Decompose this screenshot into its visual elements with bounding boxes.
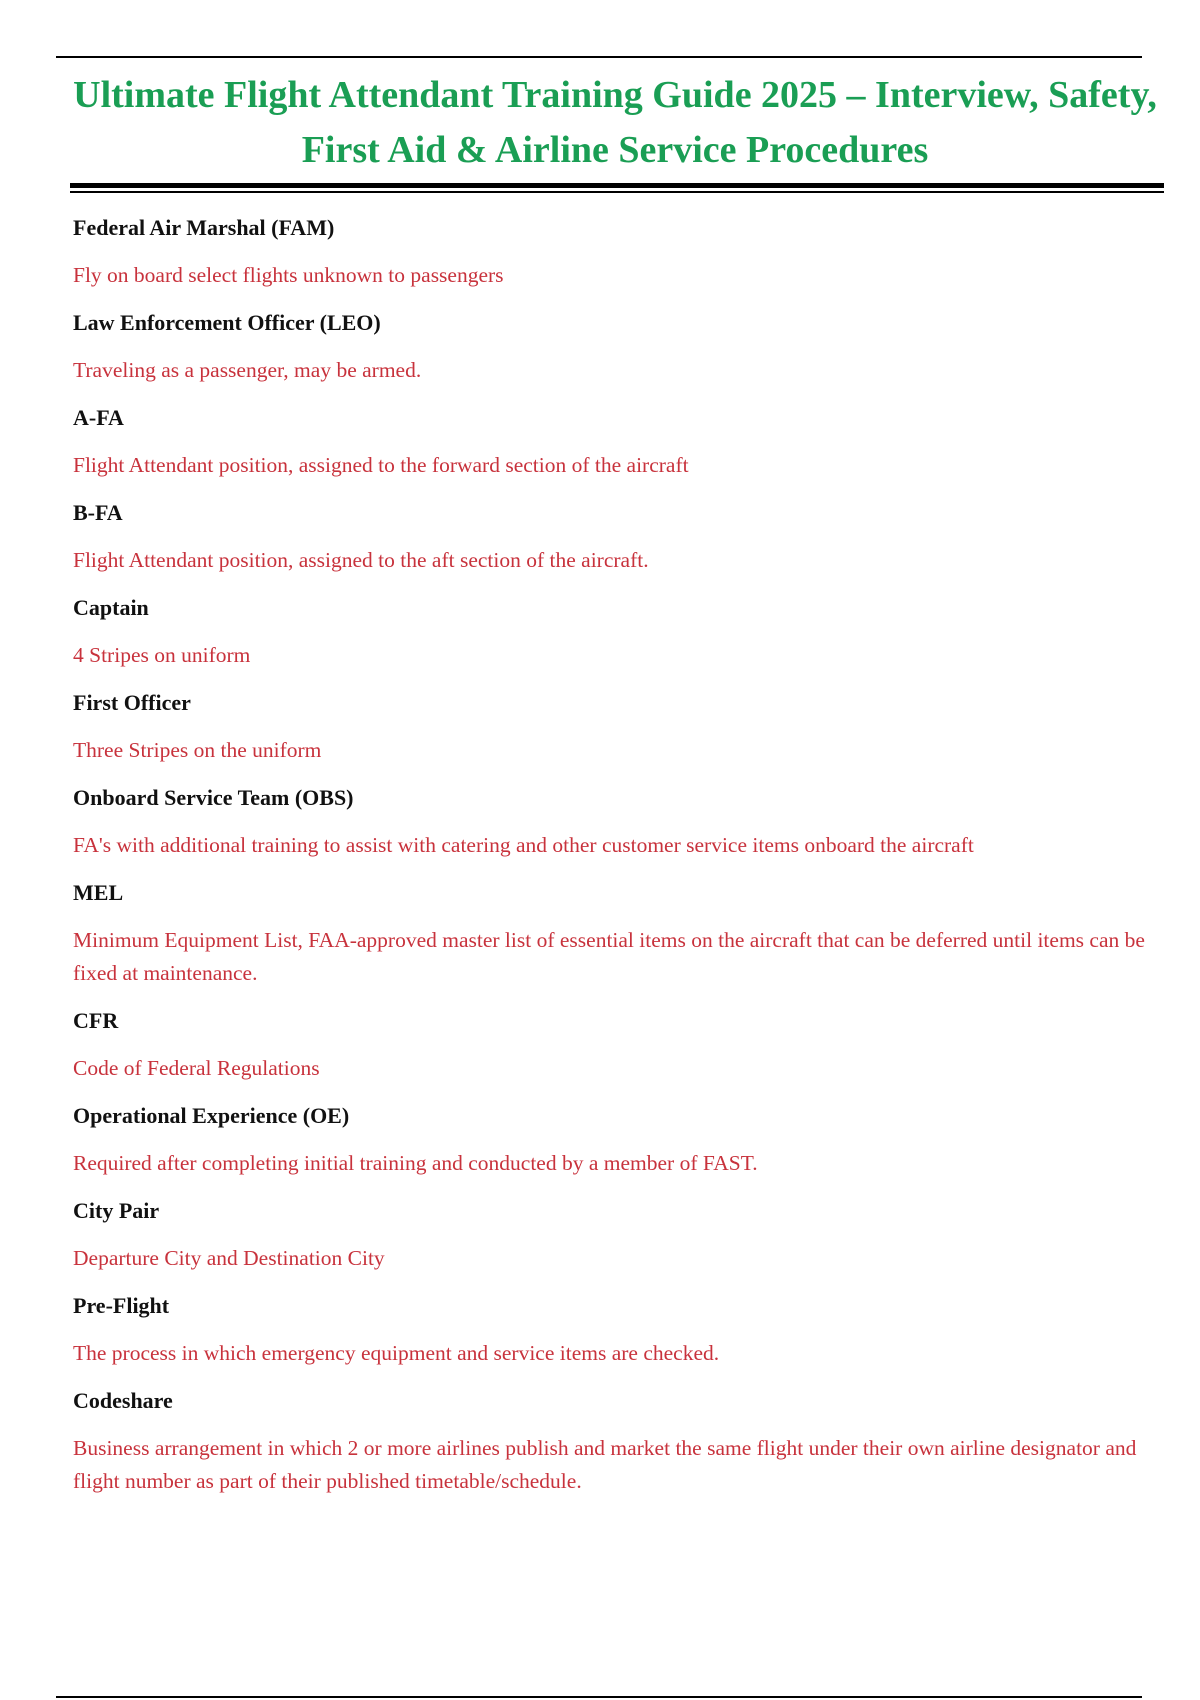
glossary-entry <box>73 493 1158 577</box>
glossary-entry <box>73 683 1158 767</box>
glossary-term: Pre-Flight <box>73 1293 170 1318</box>
glossary-term: B-FA <box>73 500 123 525</box>
glossary-definition: Three Stripes on the uniform <box>73 738 322 762</box>
glossary-term: First Officer <box>73 690 191 715</box>
glossary-entry <box>73 778 1158 862</box>
glossary-entry <box>73 873 1158 990</box>
glossary-definition: Business arrangement in which 2 or more airlines publish and market the same flight under their own airline designator and flight number as part of their published timetable/schedule. <box>73 1436 1137 1493</box>
document-title: Ultimate Flight Attendant Training Guide 2025 – Interview, Safety, First Aid & Airline Service Procedures <box>73 74 1157 171</box>
glossary-definition: Code of Federal Regulations <box>73 1056 320 1080</box>
glossary-list <box>73 208 1158 1509</box>
page-bottom-rule <box>56 1696 1142 1698</box>
glossary-entry <box>73 398 1158 482</box>
glossary-definition: Flight Attendant position, assigned to the aft section of the aircraft. <box>73 548 649 572</box>
glossary-entry <box>73 303 1158 387</box>
glossary-term: Codeshare <box>73 1388 173 1413</box>
page-top-rule <box>56 56 1142 58</box>
glossary-term: Onboard Service Team (OBS) <box>73 785 354 810</box>
glossary-term: CFR <box>73 1008 119 1033</box>
glossary-definition: Required after completing initial training and conducted by a member of FAST. <box>73 1151 758 1175</box>
glossary-term: Operational Experience (OE) <box>73 1103 350 1128</box>
glossary-entry <box>73 1381 1158 1498</box>
glossary-definition: 4 Stripes on uniform <box>73 643 251 667</box>
glossary-definition: FA's with additional training to assist with catering and other customer service items onboard the aircraft <box>73 833 974 857</box>
glossary-definition: Minimum Equipment List, FAA-approved master list of essential items on the aircraft that can be deferred until items can be fixed at maintenance. <box>73 928 1145 985</box>
glossary-term: A-FA <box>73 405 124 430</box>
title-underline-thin <box>70 191 1164 193</box>
glossary-definition: Flight Attendant position, assigned to the forward section of the aircraft <box>73 453 689 477</box>
glossary-entry <box>73 1191 1158 1275</box>
glossary-definition: Departure City and Destination City <box>73 1246 385 1270</box>
title-underline-thick <box>70 183 1164 188</box>
glossary-entry <box>73 1286 1158 1370</box>
glossary-term: Law Enforcement Officer (LEO) <box>73 310 381 335</box>
glossary-definition: Traveling as a passenger, may be armed. <box>73 358 422 382</box>
glossary-entry <box>73 208 1158 292</box>
glossary-term: Federal Air Marshal (FAM) <box>73 215 335 240</box>
glossary-definition: The process in which emergency equipment and service items are checked. <box>73 1341 720 1365</box>
glossary-term: City Pair <box>73 1198 160 1223</box>
glossary-definition: Fly on board select flights unknown to passengers <box>73 263 504 287</box>
glossary-entry <box>73 588 1158 672</box>
glossary-term: Captain <box>73 595 149 620</box>
glossary-entry <box>73 1001 1158 1085</box>
glossary-term: MEL <box>73 880 124 905</box>
glossary-entry <box>73 1096 1158 1180</box>
